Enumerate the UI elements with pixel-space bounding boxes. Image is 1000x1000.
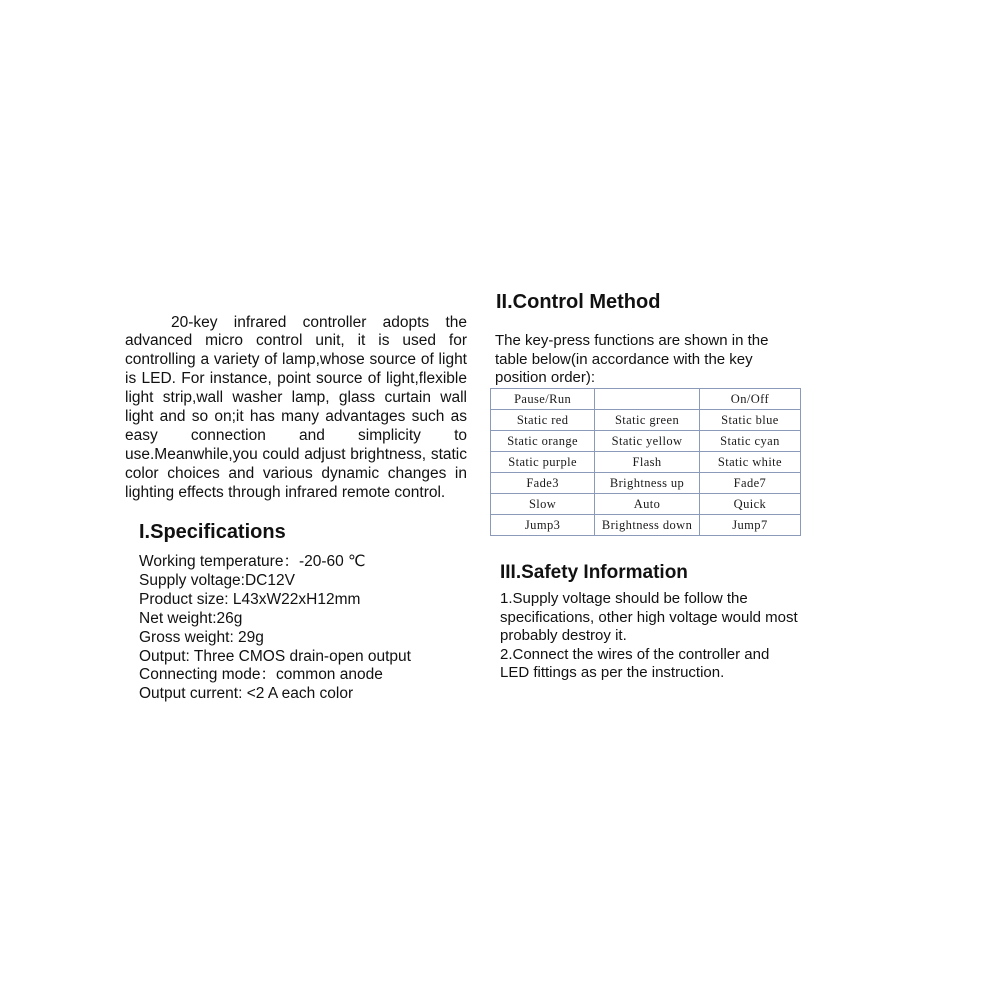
table-cell (595, 389, 700, 410)
table-row (491, 431, 801, 452)
specifications-heading: I.Specifications (139, 521, 286, 543)
table-row (491, 410, 801, 431)
table-cell: On/Off (699, 389, 800, 410)
spec-output: Output: Three CMOS drain-open output (139, 647, 411, 665)
spec-supply-voltage: Supply voltage:DC12V (139, 571, 295, 589)
table-cell: Slow (491, 494, 595, 515)
table-cell: Jump7 (699, 515, 800, 536)
safety-information-heading: III.Safety Information (500, 562, 688, 583)
intro-paragraph: 20-key infrared controller adopts the advanced micro control unit, it is used for controlling a variety of lamp,whose source of light is LED. For instance, point source of light,flexible light strip,wall washer lamp, glass curtain wall light and so on;it has many advantages such as easy connection and simplicity to use.Meanwhile,you could adjust brightness, static color choices and various dynamic changes in lighting effects through infrared remote control. (125, 313, 467, 501)
control-method-description: The key-press functions are shown in the table below(in accordance with the key position order): (495, 332, 769, 386)
table-row (491, 494, 801, 515)
table-cell: Static blue (699, 410, 800, 431)
table-cell: Fade7 (699, 473, 800, 494)
safety-item-supply-voltage: 1.Supply voltage should be follow the specifications, other high voltage would most probably destroy it. (500, 590, 798, 644)
table-cell: Quick (699, 494, 800, 515)
spec-gross-weight: Gross weight: 29g (139, 628, 264, 646)
table-cell: Brightness down (595, 515, 700, 536)
table-cell: Pause/Run (491, 389, 595, 410)
table-cell: Static red (491, 410, 595, 431)
table-row (491, 473, 801, 494)
table-cell: Brightness up (595, 473, 700, 494)
spec-net-weight: Net weight:26g (139, 609, 243, 627)
table-cell: Static purple (491, 452, 595, 473)
key-function-table (490, 388, 801, 536)
table-row (491, 515, 801, 536)
safety-item-wiring: 2.Connect the wires of the controller and LED fittings as per the instruction. (500, 645, 770, 681)
table-cell: Auto (595, 494, 700, 515)
spec-output-current: Output current: <2 A each color (139, 685, 354, 703)
table-cell: Jump3 (491, 515, 595, 536)
spec-product-size: Product size: L43xW22xH12mm (139, 590, 361, 608)
safety-list (500, 590, 800, 683)
table-row (491, 452, 801, 473)
spec-working-temperature: Working temperature：-20-60 ℃ (139, 553, 366, 570)
table-cell: Static green (595, 410, 700, 431)
spec-connecting-mode: Connecting mode：common anode (139, 666, 383, 684)
table-row (491, 389, 801, 410)
specifications-list (139, 553, 469, 704)
control-method-heading: II.Control Method (496, 291, 661, 313)
table-cell: Static cyan (699, 431, 800, 452)
table-cell: Static yellow (595, 431, 700, 452)
table-cell: Flash (595, 452, 700, 473)
table-cell: Fade3 (491, 473, 595, 494)
table-cell: Static orange (491, 431, 595, 452)
table-cell: Static white (699, 452, 800, 473)
